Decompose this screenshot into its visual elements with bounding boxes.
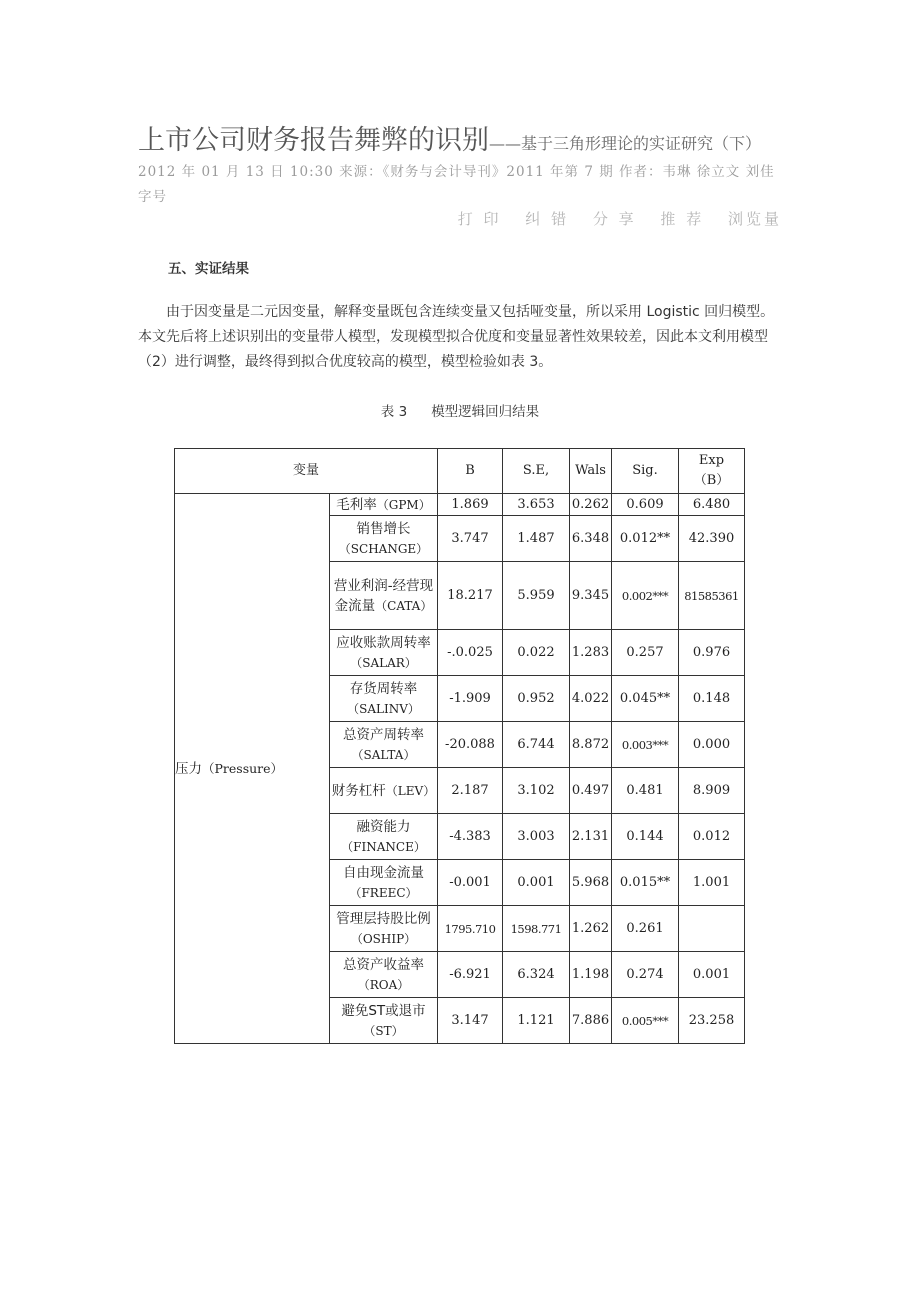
- variable-name-cell: [330, 814, 438, 860]
- variable-name-zh: 总资产收益率: [343, 956, 424, 973]
- cell-wals: 0.497: [570, 768, 612, 814]
- cell-wals: 1.198: [570, 952, 612, 998]
- header-variable: 变量: [175, 449, 438, 494]
- group-label-en: （Pressure）: [202, 760, 284, 776]
- header-se: S.E,: [503, 449, 570, 494]
- variable-name-zh: 应收账款周转率: [336, 634, 431, 651]
- cell-b: 1795.710: [438, 906, 503, 952]
- variable-name-cell: [330, 722, 438, 768]
- cell-b: 18.217: [438, 562, 503, 630]
- cell-b: 3.147: [438, 998, 503, 1044]
- variable-name-zh: 营业利润-经营现金流量: [333, 577, 434, 614]
- cell-se: 0.022: [503, 630, 570, 676]
- cell-exp: 0.976: [679, 630, 745, 676]
- cell-sig: 0.257: [612, 630, 679, 676]
- cell-b: 2.187: [438, 768, 503, 814]
- cell-exp: 0.001: [679, 952, 745, 998]
- group-label-zh: 压力: [175, 760, 202, 777]
- share-link[interactable]: 分 享: [592, 210, 637, 228]
- variable-name-zh: 自由现金流量: [343, 864, 424, 881]
- variable-name-cell: [330, 676, 438, 722]
- variable-name-cell: [330, 952, 438, 998]
- variable-name-en: （FREEC）: [349, 885, 418, 900]
- cell-sig: 0.261: [612, 906, 679, 952]
- article-actions: [442, 208, 782, 229]
- cell-wals: 7.886: [570, 998, 612, 1044]
- variable-name-zh: 管理层持股比例: [336, 910, 431, 927]
- cell-wals: 1.262: [570, 906, 612, 952]
- variable-name-zh: 毛利率: [336, 496, 377, 513]
- cell-sig: 0.274: [612, 952, 679, 998]
- cell-se: 1.121: [503, 998, 570, 1044]
- cell-b: -20.088: [438, 722, 503, 768]
- cell-b: -0.001: [438, 860, 503, 906]
- cell-wals: 8.872: [570, 722, 612, 768]
- cell-b: 3.747: [438, 516, 503, 562]
- cell-se: 1598.771: [503, 906, 570, 952]
- section-heading: 五、实证结果: [168, 261, 249, 277]
- article-title: 上市公司财务报告舞弊的识别: [138, 125, 489, 156]
- table-caption-title: 模型逻辑回归结果: [431, 404, 540, 420]
- cell-sig: 0.481: [612, 768, 679, 814]
- cell-sig: 0.045**: [612, 676, 679, 722]
- cell-se: 6.744: [503, 722, 570, 768]
- cell-b: -4.383: [438, 814, 503, 860]
- variable-name-en: （CATA）: [375, 598, 433, 613]
- variable-name-zh: 融资能力: [356, 818, 411, 835]
- variable-name-en: （SALAR）: [350, 655, 417, 670]
- cell-sig: 0.012**: [612, 516, 679, 562]
- cell-wals: 6.348: [570, 516, 612, 562]
- cell-wals: 5.968: [570, 860, 612, 906]
- cell-wals: 1.283: [570, 630, 612, 676]
- cell-se: 3.102: [503, 768, 570, 814]
- header-exp-line2: （B）: [693, 473, 730, 488]
- variable-name-en: （FINANCE）: [341, 839, 426, 854]
- cell-b: -.0.025: [438, 630, 503, 676]
- variable-name-zh: 财务杠杆: [331, 782, 386, 799]
- cell-sig: 0.609: [612, 494, 679, 516]
- table-row: [175, 494, 745, 516]
- cell-wals: 4.022: [570, 676, 612, 722]
- cell-exp: 81585361: [679, 562, 745, 630]
- cell-wals: 9.345: [570, 562, 612, 630]
- header-wals: Wals: [570, 449, 612, 494]
- cell-b: 1.869: [438, 494, 503, 516]
- table-header-row: [175, 449, 745, 494]
- recommend-link[interactable]: 推 荐: [660, 210, 705, 228]
- cell-se: 3.653: [503, 494, 570, 516]
- header-exp-line1: Exp: [698, 453, 725, 468]
- cell-wals: 0.262: [570, 494, 612, 516]
- cell-b: -6.921: [438, 952, 503, 998]
- variable-name-zh: 总资产周转率: [343, 726, 424, 743]
- variable-name-cell: [330, 494, 438, 516]
- cell-se: 0.001: [503, 860, 570, 906]
- variable-name-cell: [330, 906, 438, 952]
- regression-table: [174, 448, 745, 1044]
- cell-sig: 0.144: [612, 814, 679, 860]
- variable-name-cell: [330, 630, 438, 676]
- view-count-label: 浏览量: [727, 210, 782, 228]
- cell-sig: 0.002***: [612, 562, 679, 630]
- report-error-link[interactable]: 纠 错: [525, 210, 570, 228]
- variable-name-cell: [330, 998, 438, 1044]
- cell-se: 6.324: [503, 952, 570, 998]
- variable-name-zh: 存货周转率: [349, 680, 418, 697]
- table-caption-label: 表 3: [380, 404, 408, 420]
- article-title-row: [138, 118, 788, 157]
- print-link[interactable]: 打 印: [457, 210, 502, 228]
- cell-exp: 23.258: [679, 998, 745, 1044]
- cell-sig: 0.015**: [612, 860, 679, 906]
- cell-exp: 0.000: [679, 722, 745, 768]
- cell-se: 1.487: [503, 516, 570, 562]
- cell-wals: 2.131: [570, 814, 612, 860]
- variable-name-en: （SCHANGE）: [338, 541, 429, 556]
- cell-b: -1.909: [438, 676, 503, 722]
- variable-name-en: （OSHIP）: [350, 931, 417, 946]
- header-b: B: [438, 449, 503, 494]
- cell-exp: 1.001: [679, 860, 745, 906]
- variable-name-cell: [330, 768, 438, 814]
- cell-exp: [679, 906, 745, 952]
- header-exp: [679, 449, 745, 494]
- article-meta: 2012 年 01 月 13 日 10:30 来源：《财务与会计导刊》2011 年第 7 期 作者：韦琳 徐立文 刘佳 字号: [138, 164, 775, 205]
- cell-exp: 0.148: [679, 676, 745, 722]
- article-subtitle: ——基于三角形理论的实证研究（下）: [489, 134, 762, 153]
- variable-name-en: （SALTA）: [351, 747, 416, 762]
- group-label-cell: [175, 494, 330, 1044]
- cell-exp: 8.909: [679, 768, 745, 814]
- table-caption: [0, 400, 920, 420]
- variable-name-en: （SALINV）: [347, 701, 420, 716]
- cell-exp: 42.390: [679, 516, 745, 562]
- cell-se: 3.003: [503, 814, 570, 860]
- variable-name-en: （ST）: [363, 1023, 404, 1038]
- cell-sig: 0.005***: [612, 998, 679, 1044]
- variable-name-en: （GPM）: [376, 497, 431, 512]
- cell-exp: 0.012: [679, 814, 745, 860]
- body-paragraph: 由于因变量是二元因变量，解释变量既包含连续变量又包括哑变量，所以采用 Logistic 回归模型。本文先后将上述识别出的变量带人模型，发现模型拟合优度和变量显著性效果较差，因此本文利用模型（2）进行调整，最终得到拟合优度较高的模型，模型检验如表 3。: [138, 304, 775, 370]
- variable-name-cell: [330, 516, 438, 562]
- variable-name-zh: 避免ST或退市: [341, 1002, 426, 1019]
- cell-se: 0.952: [503, 676, 570, 722]
- cell-se: 5.959: [503, 562, 570, 630]
- variable-name-en: （ROA）: [357, 977, 410, 992]
- variable-name-cell: [330, 860, 438, 906]
- cell-exp: 6.480: [679, 494, 745, 516]
- variable-name-zh: 销售增长: [356, 520, 411, 537]
- header-sig: Sig.: [612, 449, 679, 494]
- cell-sig: 0.003***: [612, 722, 679, 768]
- variable-name-en: （LEV）: [385, 783, 436, 798]
- variable-name-cell: [330, 562, 438, 630]
